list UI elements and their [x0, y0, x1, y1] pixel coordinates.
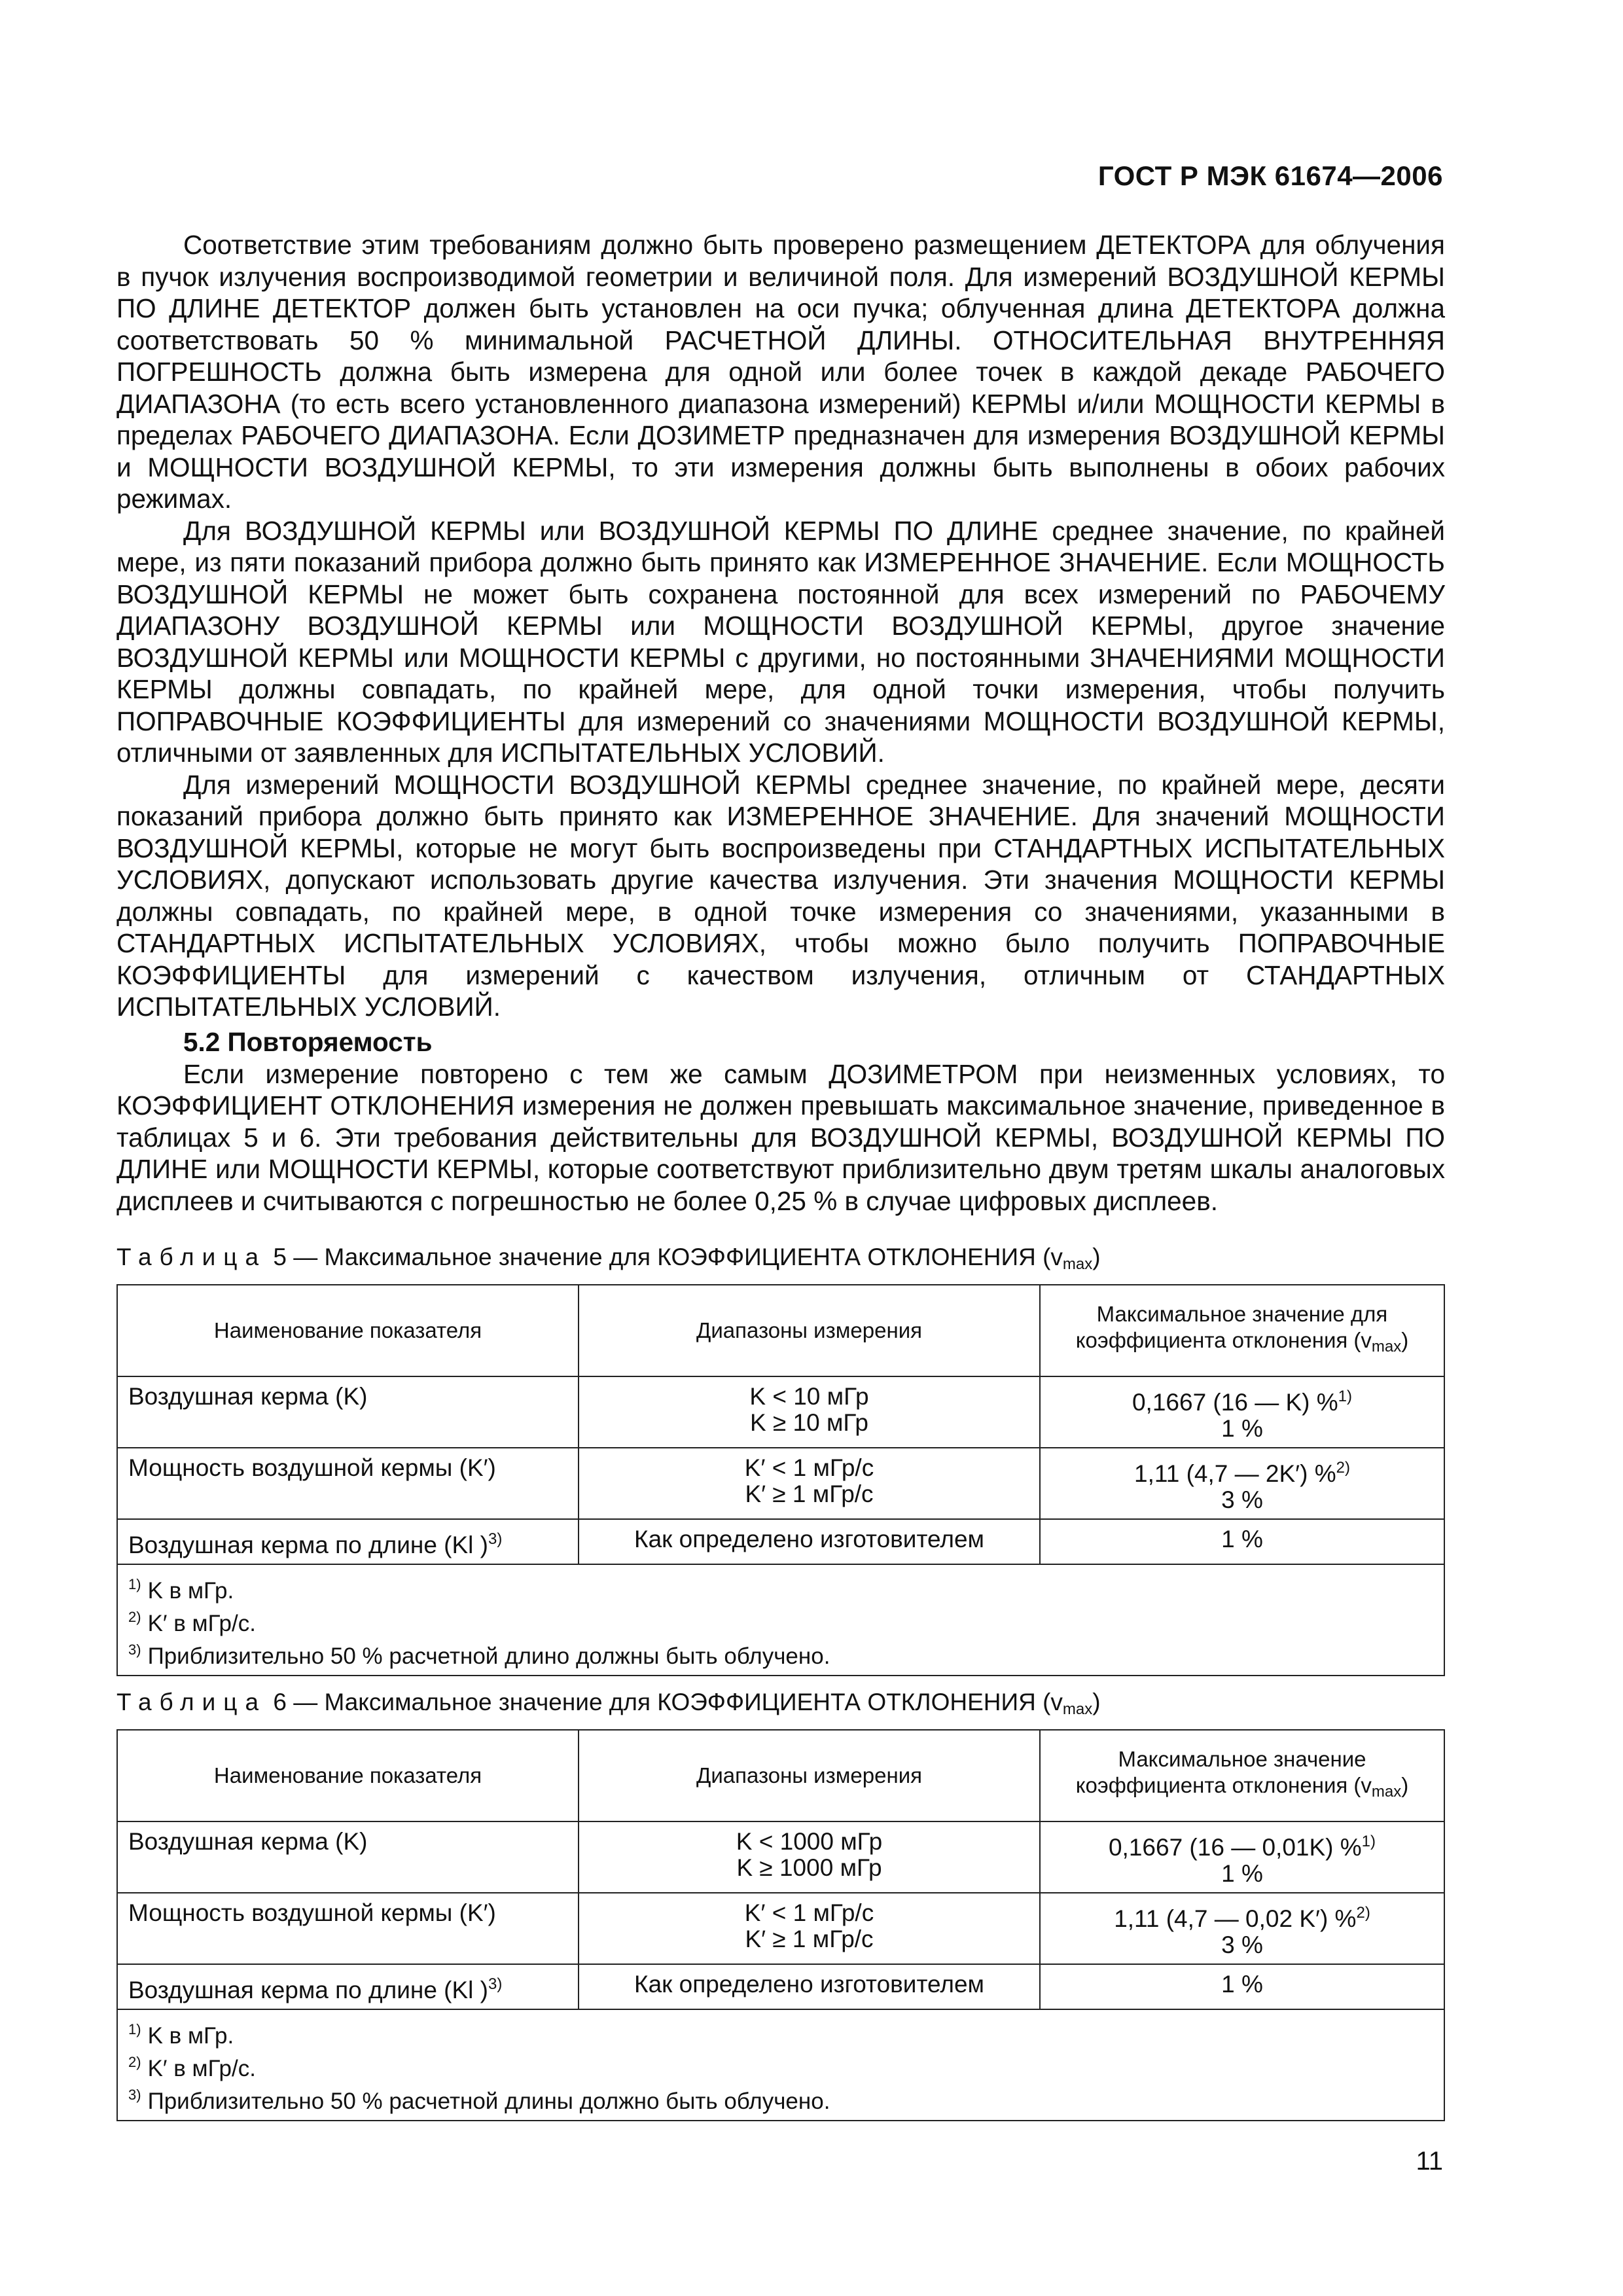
- table-5-caption: Таблица 5 — Максимальное значение для КОЭФФИЦИЕНТА ОТКЛОНЕНИЯ $(v_{max})$: [116, 1244, 1101, 1273]
- paragraph-1: Соответствие этим требованиям должно быть проверено размещением ДЕТЕКТОРА для облучения в пучок излучения воспроизводимой геометрии и величиной поля. Для измерений ВОЗДУШНОЙ КЕРМЫ ПО ДЛИНЕ ДЕТЕКТОР должен быть установлен на оси пучка; облученная длина ДЕТЕКТОРА должна соответствовать 50 % минимальной РАСЧЕТНОЙ ДЛИНЫ. ОТНОСИТЕЛЬНАЯ ВНУТРЕННЯЯ ПОГРЕШНОСТЬ должна быть измерена для одной или более точек в каждой декаде РАБОЧЕГО ДИАПАЗОНА (то есть всего установленного диапазона измерений) КЕРМЫ и/или МОЩНОСТИ КЕРМЫ в пределах РАБОЧЕГО ДИАПАЗОНА. Если ДОЗИМЕТР предназначен для измерения ВОЗДУШНОЙ КЕРМЫ и МОЩНОСТИ ВОЗДУШНОЙ КЕРМЫ, то эти измерения должны быть выполнены в обоих рабочих режимах.: [116, 230, 1445, 514]
- table-6-header-name: Наименование показателя: [117, 1730, 579, 1821]
- table-row: [117, 1821, 1444, 1893]
- table-row: [117, 1893, 1444, 1964]
- table-5: [116, 1284, 1445, 1676]
- table-5-row-2-ranges: K′ < 1 мГр/с K′ ≥ 1 мГр/с: [579, 1448, 1040, 1519]
- table-5-header-max: Максимальное значение для коэффициента отклонения $(v_{max})$: [1040, 1285, 1444, 1376]
- page-number: 11: [1416, 2147, 1443, 2176]
- table-6-header-row: [117, 1730, 1444, 1821]
- table-5-header-name: Наименование показателя: [117, 1285, 579, 1376]
- table-row: [117, 1448, 1444, 1519]
- table-5-caption-sub: max: [1062, 1255, 1093, 1273]
- table-6-row-3-ranges: Как определено изготовителем: [579, 1964, 1040, 2009]
- table-5-row-3-values: 1 %: [1040, 1519, 1444, 1564]
- table-row: [117, 1964, 1444, 2009]
- table-6-row-2-values: 1,11 (4,7 — 0,02 K′) %$^{2)}$ 3 %: [1040, 1893, 1444, 1964]
- table-6-header-max: Максимальное значение коэффициента отклонения $(v_{max})$: [1040, 1730, 1444, 1821]
- table-5-row-1-ranges: K < 10 мГр K ≥ 10 мГр: [579, 1376, 1040, 1448]
- table-5-row-2-values: 1,11 (4,7 — 2K′) %$^{2)}$ 3 %: [1040, 1448, 1444, 1519]
- table-5-caption-text: 5 — Максимальное значение для КОЭФФИЦИЕНТА ОТКЛОНЕНИЯ (v: [273, 1244, 1063, 1270]
- table-6-caption-sub: max: [1062, 1700, 1093, 1718]
- table-5-row-1-values: 0,1667 (16 — K) %$^{1)}$ 1 %: [1040, 1376, 1444, 1448]
- table-6-notes: $^{1)}$ K в мГр. $^{2)}$ K′ в мГр/с. $^{3)}$ Приблизительно 50 % расчетной длины должно быть облучено.: [117, 2009, 1444, 2121]
- table-6-row-1-ranges: K < 1000 мГр K ≥ 1000 мГр: [579, 1821, 1040, 1893]
- table-6-caption-label: Таблица: [116, 1689, 267, 1715]
- table-6-row-1-name: Воздушная керма (K): [117, 1821, 579, 1893]
- table-6-row-3-name: Воздушная керма по длине (Kl )$^{3)}$: [117, 1964, 579, 2009]
- page-content: [116, 229, 1445, 2121]
- paragraph-2: Для ВОЗДУШНОЙ КЕРМЫ или ВОЗДУШНОЙ КЕРМЫ ПО ДЛИНЕ среднее значение, по крайней мере, из пяти показаний прибора должно быть принято как ИЗМЕРЕННОЕ ЗНАЧЕНИЕ. Если МОЩНОСТЬ ВОЗДУШНОЙ КЕРМЫ не может быть сохранена постоянной для всех измерений по РАБОЧЕМУ ДИАПАЗОНУ ВОЗДУШНОЙ КЕРМЫ или МОЩНОСТИ ВОЗДУШНОЙ КЕРМЫ, другое значение ВОЗДУШНОЙ КЕРМЫ или МОЩНОСТИ КЕРМЫ с другими, но постоянными ЗНАЧЕНИЯМИ МОЩНОСТИ КЕРМЫ должны совпадать, по крайней мере, для одной точки измерения, чтобы получить ПОПРАВОЧНЫЕ КОЭФФИЦИЕНТЫ для измерений со значениями МОЩНОСТИ ВОЗДУШНОЙ КЕРМЫ, отличными от заявленных для ИСПЫТАТЕЛЬНЫХ УСЛОВИЙ.: [116, 515, 1445, 768]
- table-6-row-2-ranges: K′ < 1 мГр/с K′ ≥ 1 мГр/с: [579, 1893, 1040, 1964]
- table-5-row-3-name: Воздушная керма по длине (Kl )$^{3)}$: [117, 1519, 579, 1564]
- table-row: [117, 1376, 1444, 1448]
- table-6-notes-row: [117, 2009, 1444, 2121]
- table-5-header-row: [117, 1285, 1444, 1376]
- table-5-header-range: Диапазоны измерения: [579, 1285, 1040, 1376]
- table-6-caption-text: 6 — Максимальное значение для КОЭФФИЦИЕНТА ОТКЛОНЕНИЯ (v: [273, 1689, 1063, 1715]
- table-5-row-2-name: Мощность воздушной кермы (K′): [117, 1448, 579, 1519]
- table-5-notes: $^{1)}$ K в мГр. $^{2)}$ K′ в мГр/с. $^{3)}$ Приблизительно 50 % расчетной длино должны быть облучено.: [117, 1564, 1444, 1676]
- section-paragraph: Если измерение повторено с тем же самым ДОЗИМЕТРОМ при неизменных условиях, то КОЭФФИЦИЕНТ ОТКЛОНЕНИЯ измерения не должен превышать максимальное значение, приведенное в таблицах 5 и 6. Эти требования действительны для ВОЗДУШНОЙ КЕРМЫ, ВОЗДУШНОЙ КЕРМЫ ПО ДЛИНЕ или МОЩНОСТИ КЕРМЫ, которые соответствуют приблизительно двум третям шкалы аналоговых дисплеев и считываются с погрешностью не более 0,25 % в случае цифровых дисплеев.: [116, 1058, 1445, 1216]
- table-6-row-1-values: 0,1667 (16 — 0,01K) %$^{1)}$ 1 %: [1040, 1821, 1444, 1893]
- table-row: [117, 1519, 1444, 1564]
- table-5-notes-row: [117, 1564, 1444, 1676]
- table-5-caption-label: Таблица: [116, 1244, 267, 1270]
- table-6: [116, 1729, 1445, 2121]
- table-5-row-3-ranges: Как определено изготовителем: [579, 1519, 1040, 1564]
- paragraph-3: Для измерений МОЩНОСТИ ВОЗДУШНОЙ КЕРМЫ среднее значение, по крайней мере, десяти показаний прибора должно быть принято как ИЗМЕРЕННОЕ ЗНАЧЕНИЕ. Для значений МОЩНОСТИ ВОЗДУШНОЙ КЕРМЫ, которые не могут быть воспроизведены при СТАНДАРТНЫХ ИСПЫТАТЕЛЬНЫХ УСЛОВИЯХ, допускают использовать другие качества излучения. Эти значения МОЩНОСТИ КЕРМЫ должны совпадать, по крайней мере, в одной точке измерения со значениями, указанными в СТАНДАРТНЫХ ИСПЫТАТЕЛЬНЫХ УСЛОВИЯХ, чтобы можно было получить ПОПРАВОЧНЫЕ КОЭФФИЦИЕНТЫ для измерений с качеством излучения, отличным от СТАНДАРТНЫХ ИСПЫТАТЕЛЬНЫХ УСЛОВИЙ.: [116, 769, 1445, 1022]
- table-6-header-range: Диапазоны измерения: [579, 1730, 1040, 1821]
- table-6-caption: Таблица 6 — Максимальное значение для КОЭФФИЦИЕНТА ОТКЛОНЕНИЯ $(v_{max})$: [116, 1689, 1101, 1718]
- document-standard-header: ГОСТ Р МЭК 61674—2006: [1097, 160, 1443, 191]
- table-6-row-3-values: 1 %: [1040, 1964, 1444, 2009]
- table-6-row-2-name: Мощность воздушной кермы (K′): [117, 1893, 579, 1964]
- section-heading-repeatability: 5.2 Повторяемость: [183, 1026, 433, 1057]
- table-5-row-1-name: Воздушная керма (K): [117, 1376, 579, 1448]
